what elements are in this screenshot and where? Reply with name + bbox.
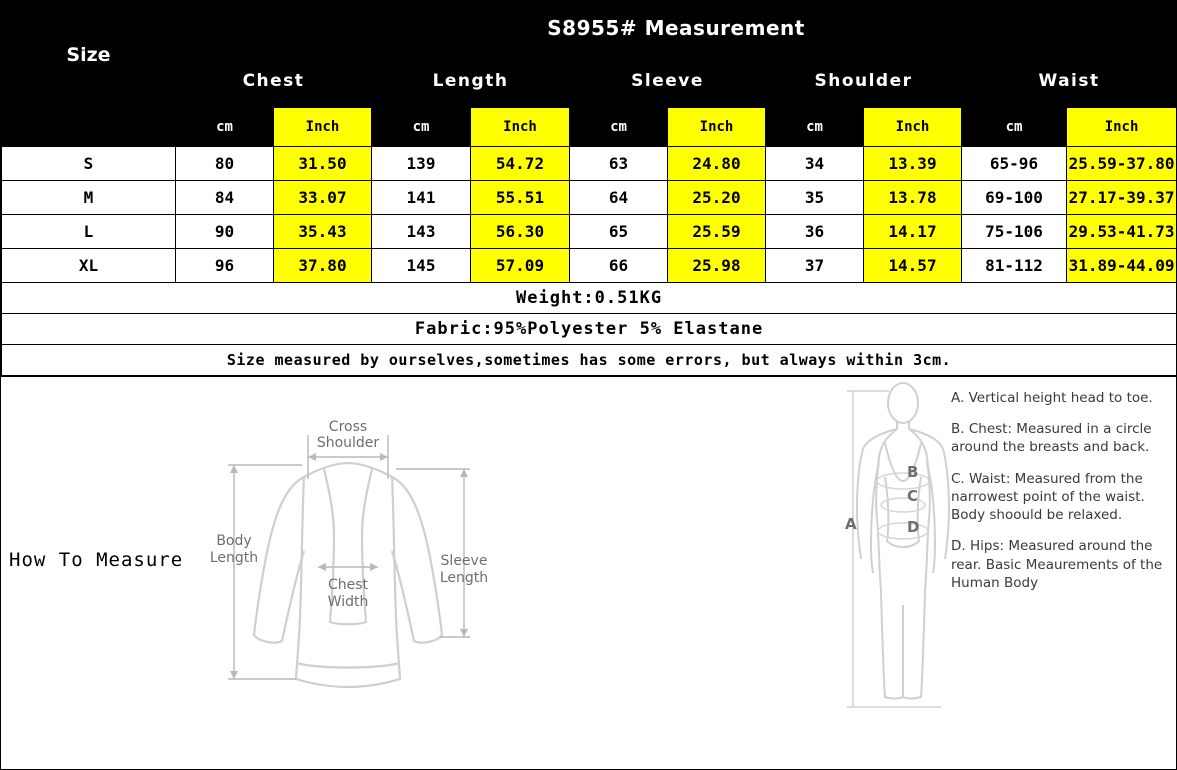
how-to-measure-label: How To Measure [9,549,184,571]
s-length-cm: 139 [372,147,471,181]
marker-b: B [907,463,919,481]
label-body-length-line1: Body [216,533,252,549]
row-size-m: M [2,181,176,215]
m-chest-inch: 33.07 [274,181,372,215]
xl-shoulder-cm: 37 [766,249,864,283]
group-header-length: Length [372,55,570,108]
xl-shoulder-inch: 14.57 [864,249,962,283]
unit-corner [2,108,176,147]
unit-header-row [2,108,1177,147]
m-waist-cm: 69-100 [962,181,1067,215]
xl-sleeve-inch: 25.98 [668,249,766,283]
table-row [2,147,1177,181]
table-title-row [2,2,1177,55]
unit-length-cm: cm [372,108,471,147]
s-chest-cm: 80 [176,147,274,181]
label-sleeve-length-line1: Sleeve [440,553,488,569]
m-waist-inch: 27.17-39.37 [1067,181,1177,215]
s-waist-cm: 65-96 [962,147,1067,181]
row-size-xl: XL [2,249,176,283]
xl-sleeve-cm: 66 [570,249,668,283]
chart-title: S8955# Measurement [176,2,1177,55]
group-header-sleeve: Sleeve [570,55,766,108]
marker-a: A [845,515,857,533]
table-row [2,215,1177,249]
l-length-cm: 143 [372,215,471,249]
measurement-legend [951,389,1166,605]
label-chest-width-line1: Chest [327,577,369,593]
m-length-inch: 55.51 [471,181,570,215]
unit-chest-inch: Inch [274,108,372,147]
s-shoulder-cm: 34 [766,147,864,181]
fabric-note: Fabric:95%Polyester 5% Elastane [2,314,1177,345]
size-header-cell: Size [2,2,176,108]
group-header-shoulder: Shoulder [766,55,962,108]
label-cross-shoulder-line2: Shoulder [316,435,380,451]
disclaimer-row [2,345,1177,376]
marker-d: D [907,518,920,536]
row-size-s: S [2,147,176,181]
s-length-inch: 54.72 [471,147,570,181]
l-waist-cm: 75-106 [962,215,1067,249]
l-chest-cm: 90 [176,215,274,249]
how-to-measure-section [1,376,1176,761]
legend-item-b: B. Chest: Measured in a circle around the breasts and back. [951,421,1152,456]
label-cross-shoulder-line1: Cross [328,419,368,435]
garment-svg [196,417,526,717]
m-sleeve-inch: 25.20 [668,181,766,215]
xl-length-inch: 57.09 [471,249,570,283]
unit-length-inch: Inch [471,108,570,147]
l-chest-inch: 35.43 [274,215,372,249]
unit-shoulder-cm: cm [766,108,864,147]
m-chest-cm: 84 [176,181,274,215]
legend-item-c: C. Waist: Measured from the narrowest point of the waist. Body shoould be relaxed. [951,470,1145,524]
label-sleeve-length-line2: Length [439,570,489,586]
unit-sleeve-inch: Inch [668,108,766,147]
label-chest-width-line2: Width [327,594,369,610]
m-length-cm: 141 [372,181,471,215]
table-row [2,181,1177,215]
l-sleeve-cm: 65 [570,215,668,249]
garment-diagram [196,417,526,721]
unit-waist-cm: cm [962,108,1067,147]
l-length-inch: 56.30 [471,215,570,249]
disclaimer-note: Size measured by ourselves,sometimes has some errors, but always within 3cm. [2,345,1177,376]
m-sleeve-cm: 64 [570,181,668,215]
weight-row [2,283,1177,314]
unit-waist-inch: Inch [1067,108,1177,147]
fabric-row [2,314,1177,345]
label-body-length-line2: Length [209,550,259,566]
group-header-chest: Chest [176,55,372,108]
s-sleeve-inch: 24.80 [668,147,766,181]
unit-sleeve-cm: cm [570,108,668,147]
s-chest-inch: 31.50 [274,147,372,181]
unit-chest-cm: cm [176,108,274,147]
l-sleeve-inch: 25.59 [668,215,766,249]
m-shoulder-cm: 35 [766,181,864,215]
weight-note: Weight:0.51KG [2,283,1177,314]
s-shoulder-inch: 13.39 [864,147,962,181]
xl-chest-cm: 96 [176,249,274,283]
l-waist-inch: 29.53-41.73 [1067,215,1177,249]
xl-chest-inch: 37.80 [274,249,372,283]
l-shoulder-inch: 14.17 [864,215,962,249]
row-size-l: L [2,215,176,249]
m-shoulder-inch: 13.78 [864,181,962,215]
unit-shoulder-inch: Inch [864,108,962,147]
xl-waist-inch: 31.89-44.09 [1067,249,1177,283]
s-sleeve-cm: 63 [570,147,668,181]
xl-waist-cm: 81-112 [962,249,1067,283]
measurement-table [1,1,1177,376]
marker-c: C [907,487,919,505]
legend-item-a: A. Vertical height head to toe. [951,390,1153,406]
l-shoulder-cm: 36 [766,215,864,249]
xl-length-cm: 145 [372,249,471,283]
s-waist-inch: 25.59-37.80 [1067,147,1177,181]
group-header-waist: Waist [962,55,1177,108]
group-header-row [2,55,1177,108]
table-row [2,249,1177,283]
legend-item-d: D. Hips: Measured around the rear. Basic Meaurements of the Human Body [951,538,1163,591]
